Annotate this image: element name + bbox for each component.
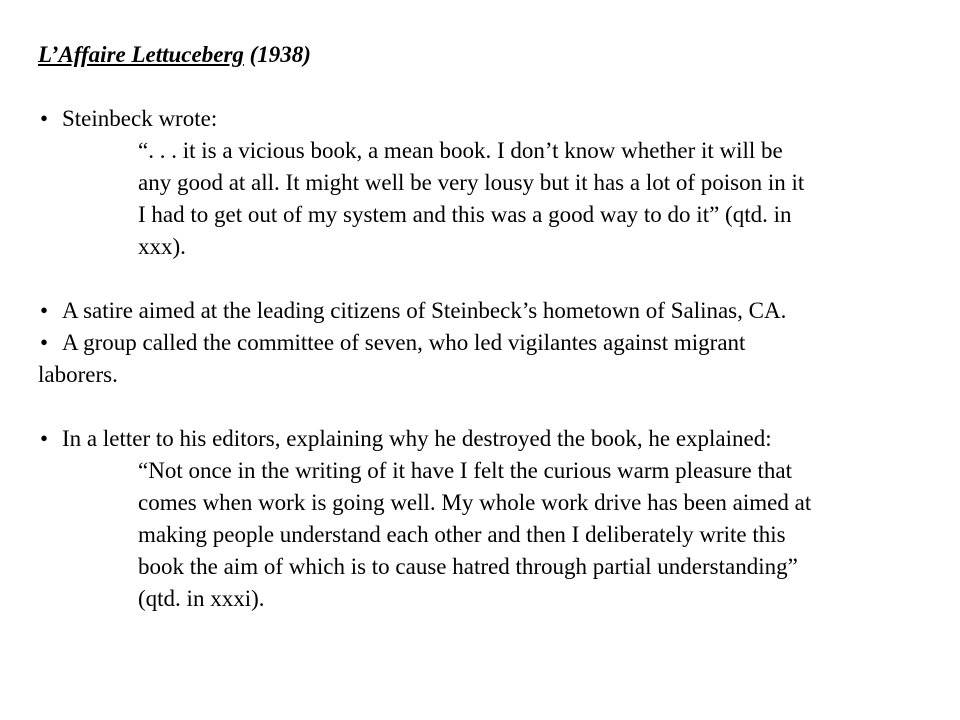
- quote-line: “. . . it is a vicious book, a mean book. I don’t know whether it will be: [138, 138, 783, 163]
- bullet-marker: •: [40, 106, 49, 131]
- bullet-committee: [40, 328, 745, 358]
- bullet-satire: [40, 296, 786, 326]
- quote-line: any good at all. It might well be very lousy but it has a lot of poison in it: [138, 170, 805, 195]
- bullet-marker: •: [40, 298, 49, 323]
- quote-line: book the aim of which is to cause hatred through partial understanding”: [138, 554, 798, 579]
- quote-line: making people understand each other and then I deliberately write this: [138, 522, 786, 547]
- bullet-text: Steinbeck wrote:: [62, 106, 218, 131]
- bullet-steinbeck-wrote: [40, 104, 217, 134]
- bullet-text: A group called the committee of seven, who led vigilantes against migrant: [62, 330, 746, 355]
- quote-line: (qtd. in xxxi).: [138, 586, 265, 611]
- slide-title: [38, 40, 311, 70]
- quote-line: “Not once in the writing of it have I felt the curious warm pleasure that: [138, 458, 793, 483]
- quote-line: I had to get out of my system and this was a good way to do it” (qtd. in: [138, 202, 792, 227]
- book-title: L’Affaire Lettuceberg: [38, 42, 244, 67]
- quote-line: xxx).: [138, 234, 186, 259]
- bullet-letter-to-editors: [40, 424, 772, 454]
- bullet-text: A satire aimed at the leading citizens of Steinbeck’s hometown of Salinas, CA.: [62, 298, 787, 323]
- bullet-text: In a letter to his editors, explaining why he destroyed the book, he explained:: [62, 426, 772, 451]
- bullet-marker: •: [40, 426, 49, 451]
- title-year: (1938): [243, 42, 311, 67]
- bullet-continuation: laborers.: [38, 362, 118, 387]
- bullet-marker: •: [40, 330, 49, 355]
- quote-line: comes when work is going well. My whole work drive has been aimed at: [138, 490, 812, 515]
